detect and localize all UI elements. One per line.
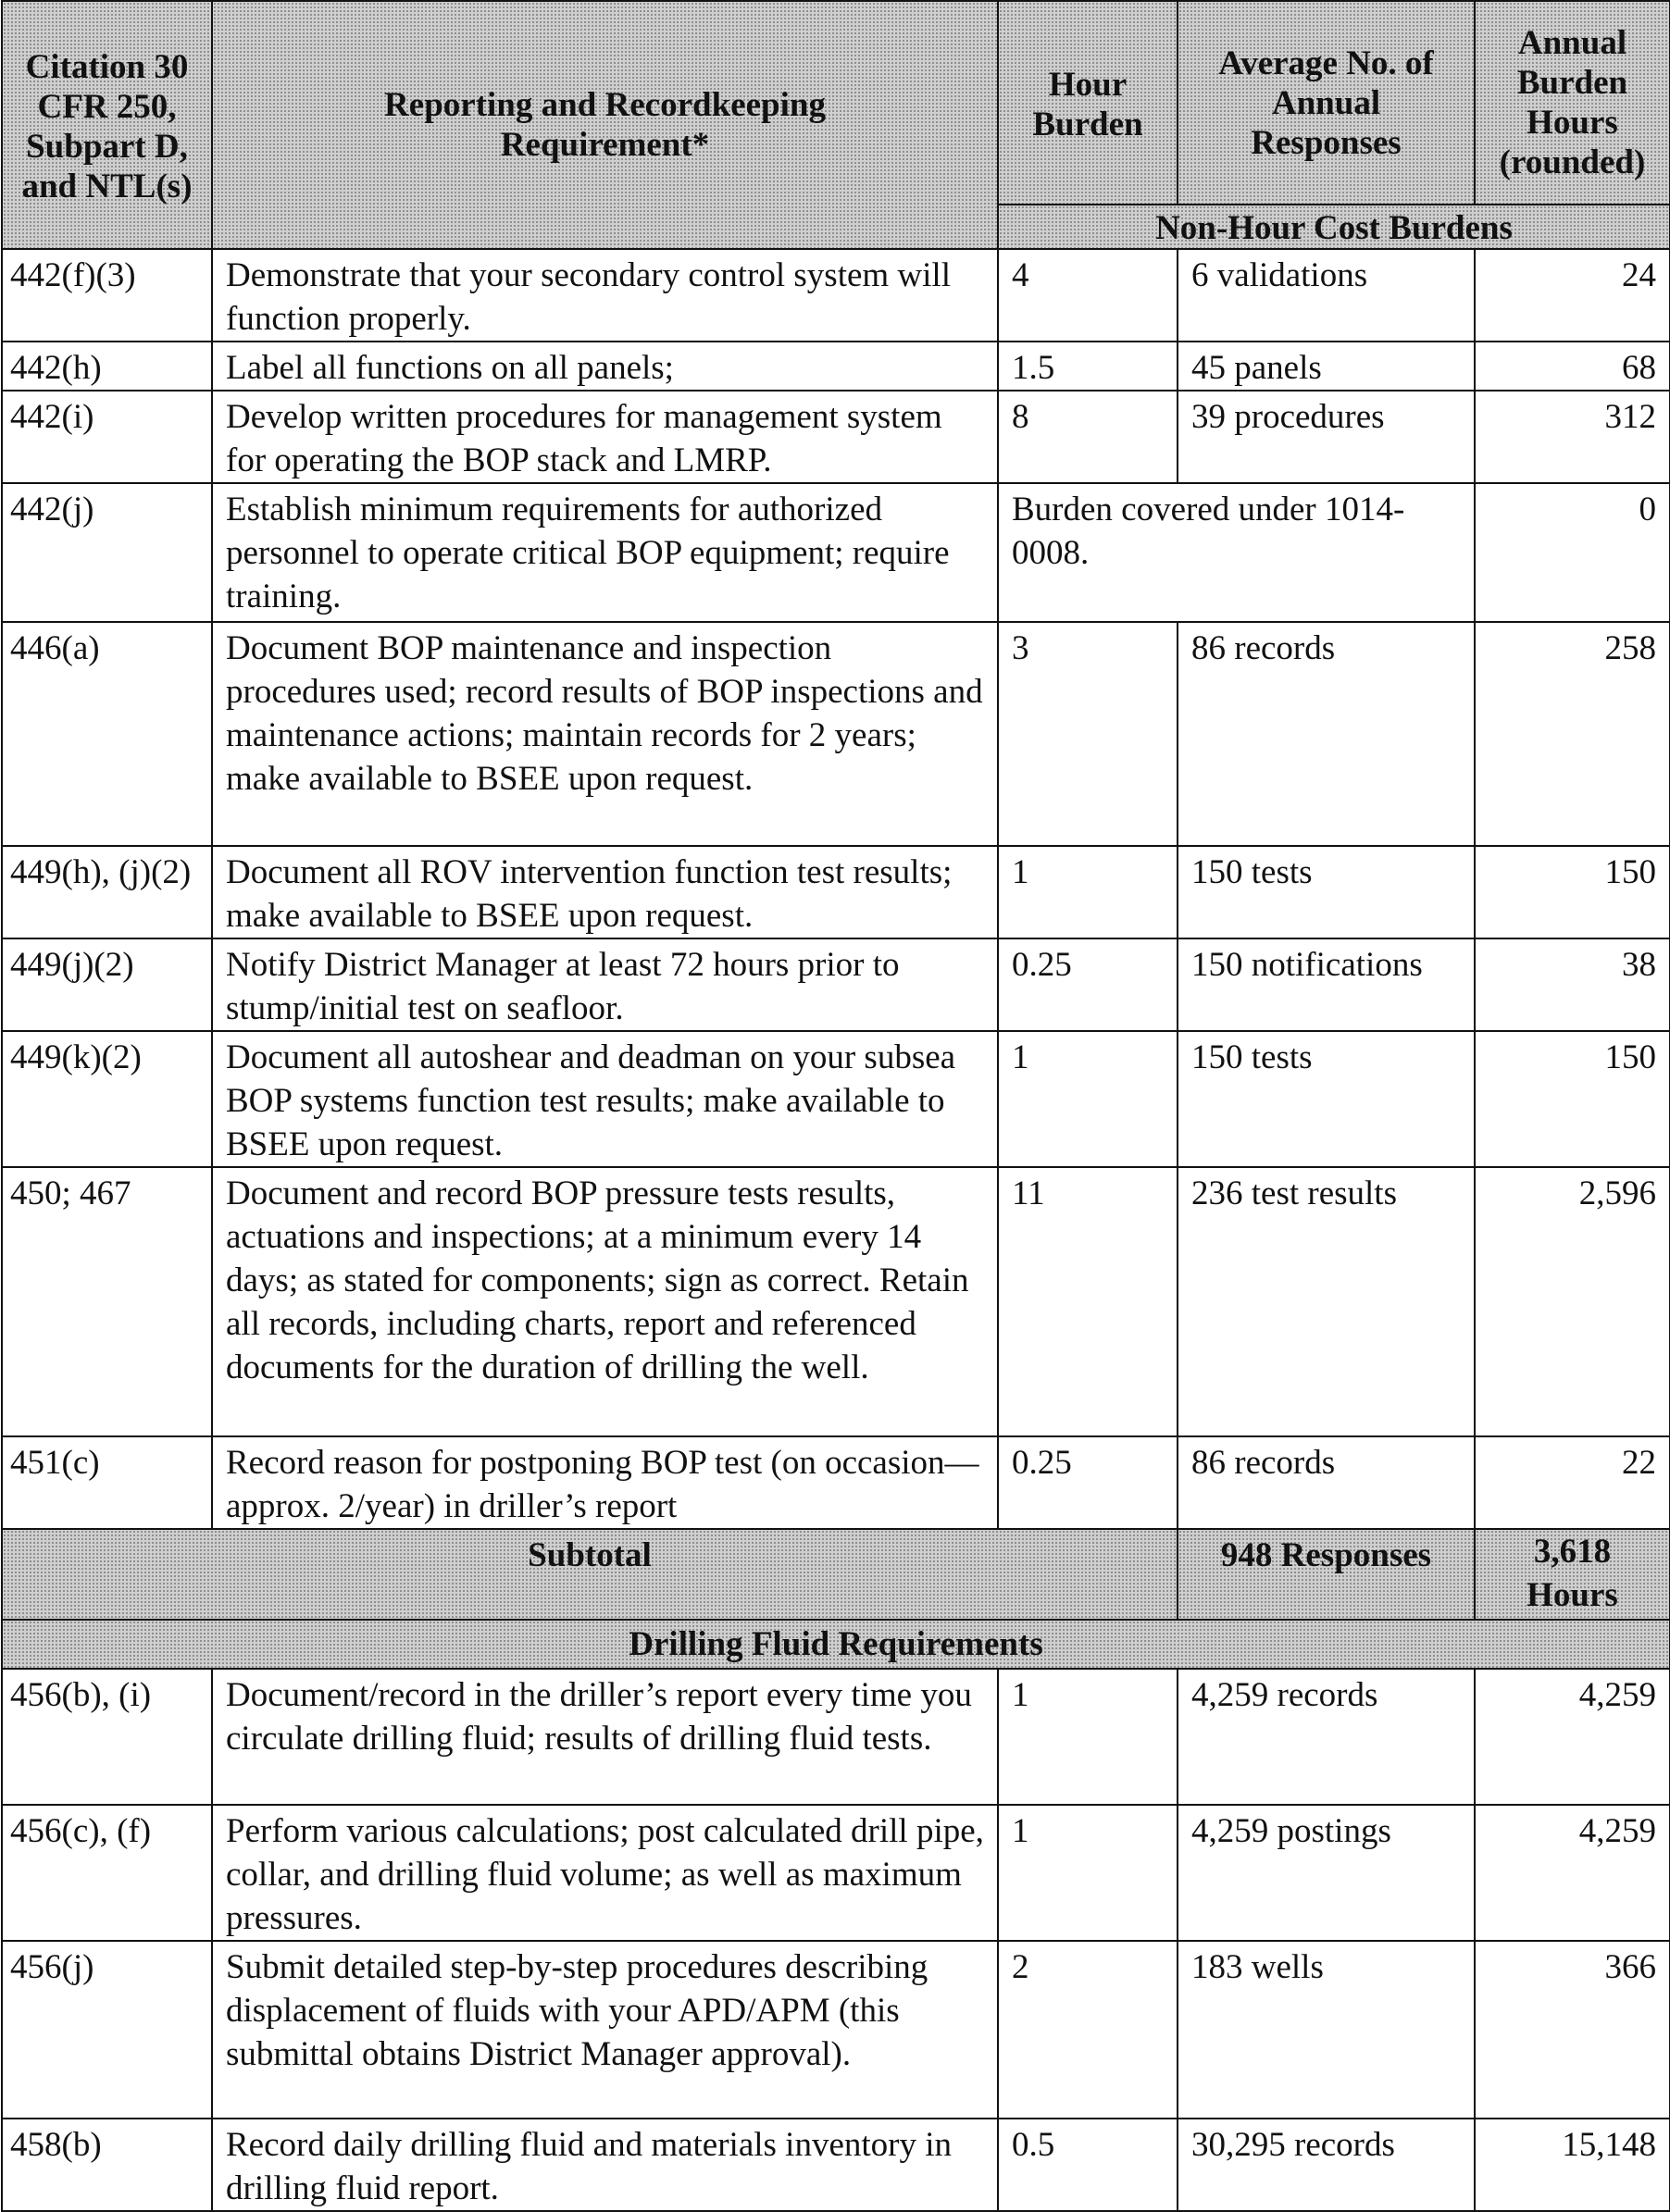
cell-annual-hours: 2,596 xyxy=(1475,1167,1670,1436)
header-hour-burden: Hour Burden xyxy=(998,1,1178,205)
cell-citation: 458(b) xyxy=(2,2119,212,2211)
section-row xyxy=(2,1620,1670,1669)
cell-requirement: Document/record in the driller’s report every time you circulate drilling fluid; results of drilling fluid tests. xyxy=(212,1669,998,1805)
cell-requirement: Document all ROV intervention function test results; make available to BSEE upon request. xyxy=(212,846,998,938)
table-row xyxy=(2,342,1670,391)
cell-responses: 86 records xyxy=(1178,622,1475,846)
cell-citation: 449(j)(2) xyxy=(2,938,212,1031)
cell-requirement: Document all autoshear and deadman on your subsea BOP systems function test results; make available to BSEE upon request. xyxy=(212,1031,998,1167)
cell-hour-burden: 8 xyxy=(998,391,1178,483)
cell-responses: 6 validations xyxy=(1178,249,1475,342)
table-row xyxy=(2,1805,1670,1941)
cell-hour-burden: 0.25 xyxy=(998,938,1178,1031)
cell-responses: 150 tests xyxy=(1178,1031,1475,1167)
cell-citation: 456(c), (f) xyxy=(2,1805,212,1941)
cell-responses: 86 records xyxy=(1178,1436,1475,1529)
cell-hour-burden: 1 xyxy=(998,846,1178,938)
cell-requirement: Submit detailed step-by-step procedures describing displacement of fluids with your APD/APM (this submittal obtains District Manager approval). xyxy=(212,1941,998,2119)
cell-citation: 450; 467 xyxy=(2,1167,212,1436)
cell-responses: 150 tests xyxy=(1178,846,1475,938)
header-annual: Annual Burden Hours (rounded) xyxy=(1475,1,1670,205)
cell-citation: 449(h), (j)(2) xyxy=(2,846,212,938)
section-heading: Drilling Fluid Requirements xyxy=(2,1620,1670,1669)
cell-citation: 451(c) xyxy=(2,1436,212,1529)
cell-burden-note: Burden covered under 1014-0008. xyxy=(998,483,1475,622)
cell-annual-hours: 22 xyxy=(1475,1436,1670,1529)
table-row xyxy=(2,938,1670,1031)
table-row xyxy=(2,1031,1670,1167)
cell-requirement: Record daily drilling fluid and materials inventory in drilling fluid report. xyxy=(212,2119,998,2211)
cell-hour-burden: 1 xyxy=(998,1805,1178,1941)
cell-annual-hours: 150 xyxy=(1475,846,1670,938)
header-responses: Average No. of Annual Responses xyxy=(1178,1,1475,205)
subtotal-section xyxy=(2,1529,1670,1669)
cell-annual-hours: 38 xyxy=(1475,938,1670,1031)
cell-hour-burden: 4 xyxy=(998,249,1178,342)
cell-hour-burden: 2 xyxy=(998,1941,1178,2119)
table-row xyxy=(2,1941,1670,2119)
table-row xyxy=(2,483,1670,622)
table-row xyxy=(2,1436,1670,1529)
subtotal-hours: 3,618 Hours xyxy=(1475,1529,1670,1620)
cell-responses: 4,259 postings xyxy=(1178,1805,1475,1941)
cell-requirement: Perform various calculations; post calculated drill pipe, collar, and drilling fluid volume; as well as maximum pressures. xyxy=(212,1805,998,1941)
cell-requirement: Demonstrate that your secondary control system will function properly. xyxy=(212,249,998,342)
cell-annual-hours: 4,259 xyxy=(1475,1805,1670,1941)
table-row xyxy=(2,2119,1670,2211)
cell-hour-burden: 1 xyxy=(998,1031,1178,1167)
table-row xyxy=(2,846,1670,938)
header-citation: Citation 30 CFR 250, Subpart D, and NTL(s) xyxy=(2,1,212,249)
cell-responses: 39 procedures xyxy=(1178,391,1475,483)
cell-citation: 456(j) xyxy=(2,1941,212,2119)
table-row xyxy=(2,1167,1670,1436)
table-row xyxy=(2,622,1670,846)
cell-hour-burden: 0.5 xyxy=(998,2119,1178,2211)
subtotal-responses: 948 Responses xyxy=(1178,1529,1475,1620)
cell-citation: 442(j) xyxy=(2,483,212,622)
cell-citation: 446(a) xyxy=(2,622,212,846)
cell-responses: 183 wells xyxy=(1178,1941,1475,2119)
subtotal-row xyxy=(2,1529,1670,1620)
cell-citation: 442(f)(3) xyxy=(2,249,212,342)
cell-annual-hours: 150 xyxy=(1475,1031,1670,1167)
cell-annual-hours: 68 xyxy=(1475,342,1670,391)
cell-annual-hours: 24 xyxy=(1475,249,1670,342)
cell-requirement: Notify District Manager at least 72 hours prior to stump/initial test on seafloor. xyxy=(212,938,998,1031)
cell-annual-hours: 0 xyxy=(1475,483,1670,622)
cell-responses: 45 panels xyxy=(1178,342,1475,391)
burden-table xyxy=(1,0,1670,2212)
cell-hour-burden: 0.25 xyxy=(998,1436,1178,1529)
cell-citation: 442(h) xyxy=(2,342,212,391)
cell-citation: 442(i) xyxy=(2,391,212,483)
cell-hour-burden: 1 xyxy=(998,1669,1178,1805)
cell-requirement: Document and record BOP pressure tests results, actuations and inspections; at a minimum every 14 days; as stated for components; sign as correct. Retain all records, including charts, report and referenced documents for the duration of drilling the well. xyxy=(212,1167,998,1436)
subtotal-label: Subtotal xyxy=(2,1529,1178,1620)
table-row xyxy=(2,249,1670,342)
cell-hour-burden: 3 xyxy=(998,622,1178,846)
header-non-hour-cost: Non-Hour Cost Burdens xyxy=(998,205,1670,249)
cell-annual-hours: 258 xyxy=(1475,622,1670,846)
cell-responses: 30,295 records xyxy=(1178,2119,1475,2211)
header-requirement: Reporting and Recordkeeping Requirement* xyxy=(212,1,998,249)
cell-requirement: Develop written procedures for management system for operating the BOP stack and LMRP. xyxy=(212,391,998,483)
cell-citation: 449(k)(2) xyxy=(2,1031,212,1167)
cell-annual-hours: 366 xyxy=(1475,1941,1670,2119)
cell-hour-burden: 11 xyxy=(998,1167,1178,1436)
cell-responses: 236 test results xyxy=(1178,1167,1475,1436)
cell-requirement: Record reason for postponing BOP test (on occasion—approx. 2/year) in driller’s report xyxy=(212,1436,998,1529)
cell-responses: 150 notifications xyxy=(1178,938,1475,1031)
cell-requirement: Establish minimum requirements for authorized personnel to operate critical BOP equipment; require training. xyxy=(212,483,998,622)
cell-citation: 456(b), (i) xyxy=(2,1669,212,1805)
cell-annual-hours: 312 xyxy=(1475,391,1670,483)
table-row xyxy=(2,1669,1670,1805)
cell-hour-burden: 1.5 xyxy=(998,342,1178,391)
cell-requirement: Label all functions on all panels; xyxy=(212,342,998,391)
cell-annual-hours: 4,259 xyxy=(1475,1669,1670,1805)
rows-bop xyxy=(2,249,1670,1529)
cell-responses: 4,259 records xyxy=(1178,1669,1475,1805)
cell-requirement: Document BOP maintenance and inspection procedures used; record results of BOP inspections and maintenance actions; maintain records for 2 years; make available to BSEE upon request. xyxy=(212,622,998,846)
cell-annual-hours: 15,148 xyxy=(1475,2119,1670,2211)
rows-drilling-fluid xyxy=(2,1669,1670,2211)
table-row xyxy=(2,391,1670,483)
